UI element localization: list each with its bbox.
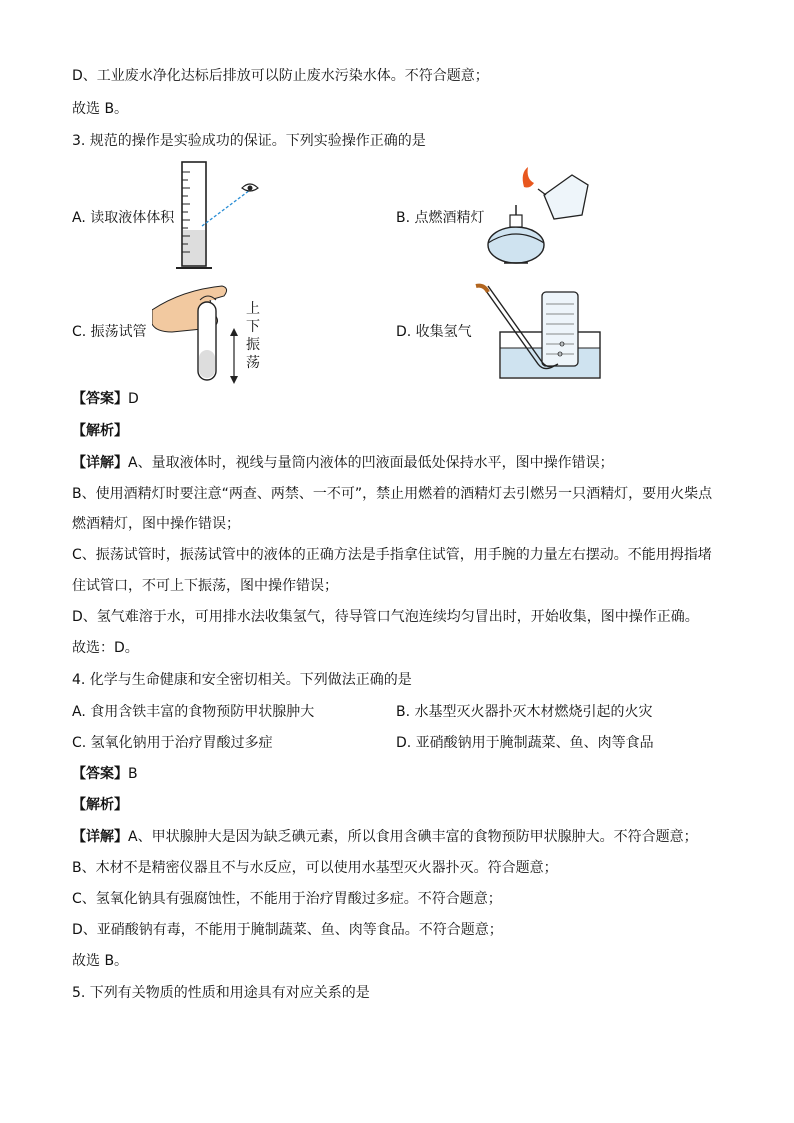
text-line: B、木材不是精密仪器且不与水反应，可以使用水基型灭火器扑灭。符合题意； — [72, 860, 558, 876]
arrow-label-char: 上 — [246, 301, 260, 317]
arrow-label — [246, 300, 260, 372]
shaking-test-tube-figure — [152, 280, 242, 385]
analysis-tag: 【解析】 — [72, 797, 128, 813]
detail-line — [72, 453, 614, 473]
detail-text: A、量取液体时，视线与量筒内液体的凹液面最低处保持水平，图中操作错误； — [128, 455, 614, 471]
text-line: D、氢气难溶于水，可用排水法收集氢气，待导管口气泡连续均匀冒出时，开始收集，图中操作正确。 — [72, 609, 699, 625]
text-line: 住试管口，不可上下振荡，图中操作错误； — [72, 578, 338, 594]
option-b: B. 点燃酒精灯 — [396, 210, 485, 226]
answer-tag: 【答案】 — [72, 766, 128, 782]
text-line: 故选：D。 — [72, 640, 139, 656]
question-5: 5. 下列有关物质的性质和用途具有对应关系的是 — [72, 985, 370, 1001]
option-d: D. 收集氢气 — [396, 324, 472, 340]
answer-value: D — [128, 391, 139, 407]
gas-collection-figure — [474, 282, 604, 382]
detail-line — [72, 827, 698, 847]
text-line: 燃酒精灯，图中操作错误； — [72, 516, 240, 532]
answer-tag: 【答案】 — [72, 391, 128, 407]
answer-line — [72, 389, 139, 409]
option-a: A. 食用含铁丰富的食物预防甲状腺肿大 — [72, 704, 315, 720]
arrow-label-char: 荡 — [246, 355, 260, 371]
arrow-label-char: 振 — [246, 337, 260, 353]
option-c: C. 氢氧化钠用于治疗胃酸过多症 — [72, 735, 273, 751]
detail-text: A、甲状腺肿大是因为缺乏碘元素，所以食用含碘丰富的食物预防甲状腺肿大。不符合题意； — [128, 829, 698, 845]
answer-value: B — [128, 766, 138, 782]
question-4: 4. 化学与生命健康和安全密切相关。下列做法正确的是 — [72, 672, 412, 688]
arrow-label-char: 下 — [246, 319, 260, 335]
option-b: B. 水基型灭火器扑灭木材燃烧引起的火灾 — [396, 704, 653, 720]
text-line: C、振荡试管时，振荡试管中的液体的正确方法是手指拿住试管，用手腕的力量左右摆动。不能用拇指堵 — [72, 547, 712, 563]
answer-line — [72, 764, 138, 784]
detail-tag: 【详解】 — [72, 829, 128, 845]
detail-tag: 【详解】 — [72, 455, 128, 471]
alcohol-lamp-figure — [484, 165, 594, 270]
text-line: D、亚硝酸钠有毒，不能用于腌制蔬菜、鱼、肉等食品。不符合题意； — [72, 922, 503, 938]
text-line: 故选 B。 — [72, 953, 129, 969]
text-line: B、使用酒精灯时要注意“两查、两禁、一不可”，禁止用燃着的酒精灯去引燃另一只酒精灯，要用火柴点 — [72, 486, 713, 502]
analysis-tag: 【解析】 — [72, 423, 128, 439]
option-a: A. 读取液体体积 — [72, 210, 175, 226]
text-line: C、氢氧化钠具有强腐蚀性，不能用于治疗胃酸过多症。不符合题意； — [72, 891, 502, 907]
option-d: D. 亚硝酸钠用于腌制蔬菜、鱼、肉等食品 — [396, 735, 654, 751]
text-line: 故选 B。 — [72, 101, 129, 117]
text-line: D、工业废水净化达标后排放可以防止废水污染水体。不符合题意； — [72, 68, 489, 84]
option-c: C. 振荡试管 — [72, 324, 147, 340]
question-3: 3. 规范的操作是实验成功的保证。下列实验操作正确的是 — [72, 133, 426, 149]
graduated-cylinder-figure — [176, 160, 276, 275]
